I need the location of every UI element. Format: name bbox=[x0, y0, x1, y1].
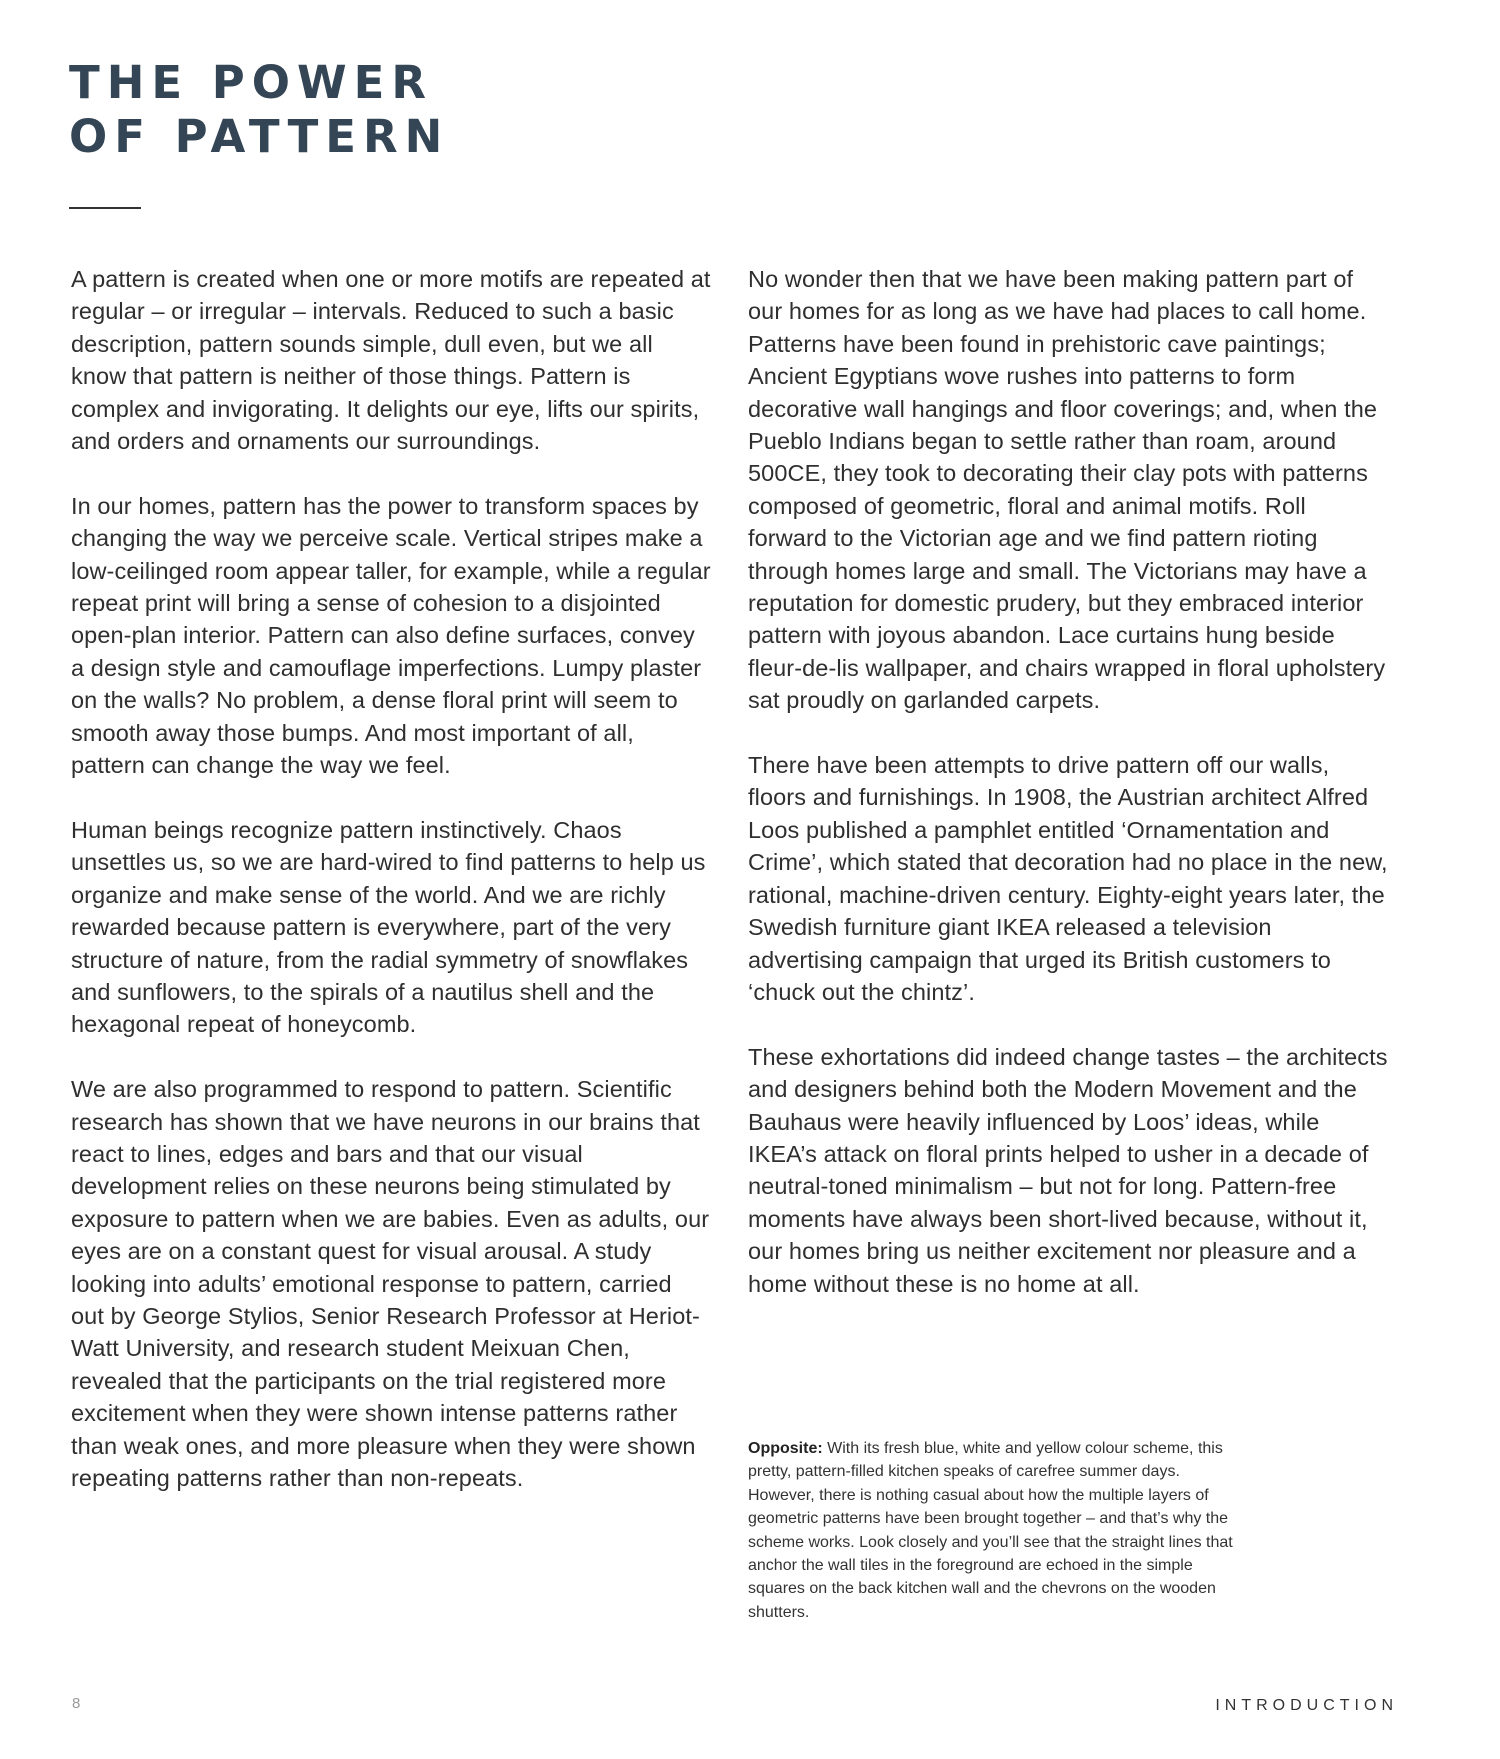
page-title-line-2: OF PATTERN bbox=[69, 110, 450, 163]
body-paragraph: A pattern is created when one or more motifs are repeated at regular – or irregular – intervals. Reduced to such a basic description, pattern sounds simple, dull even, but we all know that pattern is neither of those things. Pattern is complex and invigorating. It delights our eye, lifts our spirits, and orders and ornaments our surroundings. bbox=[71, 266, 711, 455]
caption-text: With its fresh blue, white and yellow colour scheme, this pretty, pattern-filled kitchen speaks of carefree summer days. However, there is nothing casual about how the multiple layers of geometric patterns have been brought together – and that’s why the scheme works. Look closely and you’ll see that the straight lines that anchor the wall tiles in the foreground are echoed in the simple squares on the back kitchen wall and the chevrons on the wooden shutters. bbox=[748, 1440, 1233, 1621]
body-paragraph: There have been attempts to drive pattern off our walls, floors and furnishings. In 1908, the Austrian architect Alfred Loos published a pamphlet entitled ‘Ornamentation and Crime’, which stated that decoration had no place in the new, rational, machine-driven century. Eighty-eight years later, the Swedish furniture giant IKEA released a television advertising campaign that urged its British customers to ‘chuck out the chintz’. bbox=[748, 752, 1388, 1005]
body-paragraph: No wonder then that we have been making pattern part of our homes for as long as we have had places to call home. Patterns have been found in prehistoric cave paintings; Ancient Egyptians wove rushes into patterns to form decorative wall hangings and floor coverings; and, when the Pueblo Indians began to settle rather than roam, around 500CE, they took to decorating their clay pots with patterns composed of geometric, floral and animal motifs. Roll forward to the Victorian age and we find pattern rioting through homes large and small. The Victorians may have a reputation for domestic prudery, but they embraced interior pattern with joyous abandon. Lace curtains hung beside fleur-de-lis wallpaper, and chairs wrapped in floral upholstery sat proudly on garlanded carpets. bbox=[748, 266, 1386, 714]
page-number: 8 bbox=[72, 1695, 81, 1712]
body-paragraph: We are also programmed to respond to pattern. Scientific research has shown that we have neurons in our brains that react to lines, edges and bars and that our visual development relies on these neurons being stimulated by exposure to pattern when we are babies. Even as adults, our eyes are on a constant quest for visual arousal. A study looking into adults’ emotional response to pattern, carried out by George Stylios, Senior Research Professor at Heriot-Watt University, and research student Meixuan Chen, revealed that the participants on the trial registered more excitement when they were shown intense patterns rather than weak ones, and more pleasure when they were shown repeating patterns rather than non-repeats. bbox=[71, 1076, 710, 1491]
section-name: INTRODUCTION bbox=[1215, 1697, 1398, 1714]
page-title-line-1: THE POWER bbox=[69, 56, 434, 109]
body-paragraph: In our homes, pattern has the power to transform spaces by changing the way we perceive scale. Vertical stripes make a low-ceilinged room appear taller, for example, while a regular repeat print will bring a sense of cohesion to a disjointed open-plan interior. Pattern can also define surfaces, convey a design style and camouflage imperfections. Lumpy plaster on the walls? No problem, a dense floral print will seem to smooth away those bumps. And most important of all, pattern can change the way we feel. bbox=[71, 492, 711, 779]
title-divider bbox=[69, 207, 141, 209]
body-column-left bbox=[71, 263, 711, 1527]
body-paragraph: These exhortations did indeed change tastes – the architects and designers behind both the Modern Movement and the Bauhaus were heavily influenced by Loos’ ideas, while IKEA’s attack on floral prints helped to usher in a decade of neutral-toned minimalism – but not for long. Pattern-free moments have always been short-lived because, without it, our homes bring us neither excitement nor pleasure and a home without these is no home at all. bbox=[748, 1043, 1388, 1297]
page-title bbox=[69, 56, 449, 164]
image-caption bbox=[748, 1437, 1238, 1624]
body-paragraph: Human beings recognize pattern instinctively. Chaos unsettles us, so we are hard-wired to find patterns to help us organize and make sense of the world. And we are richly rewarded because pattern is everywhere, part of the very structure of nature, from the radial symmetry of snowflakes and sunflowers, to the spirals of a nautilus shell and the hexagonal repeat of honeycomb. bbox=[71, 816, 706, 1038]
body-column-right bbox=[748, 263, 1388, 1332]
caption-label: Opposite: bbox=[748, 1440, 823, 1457]
